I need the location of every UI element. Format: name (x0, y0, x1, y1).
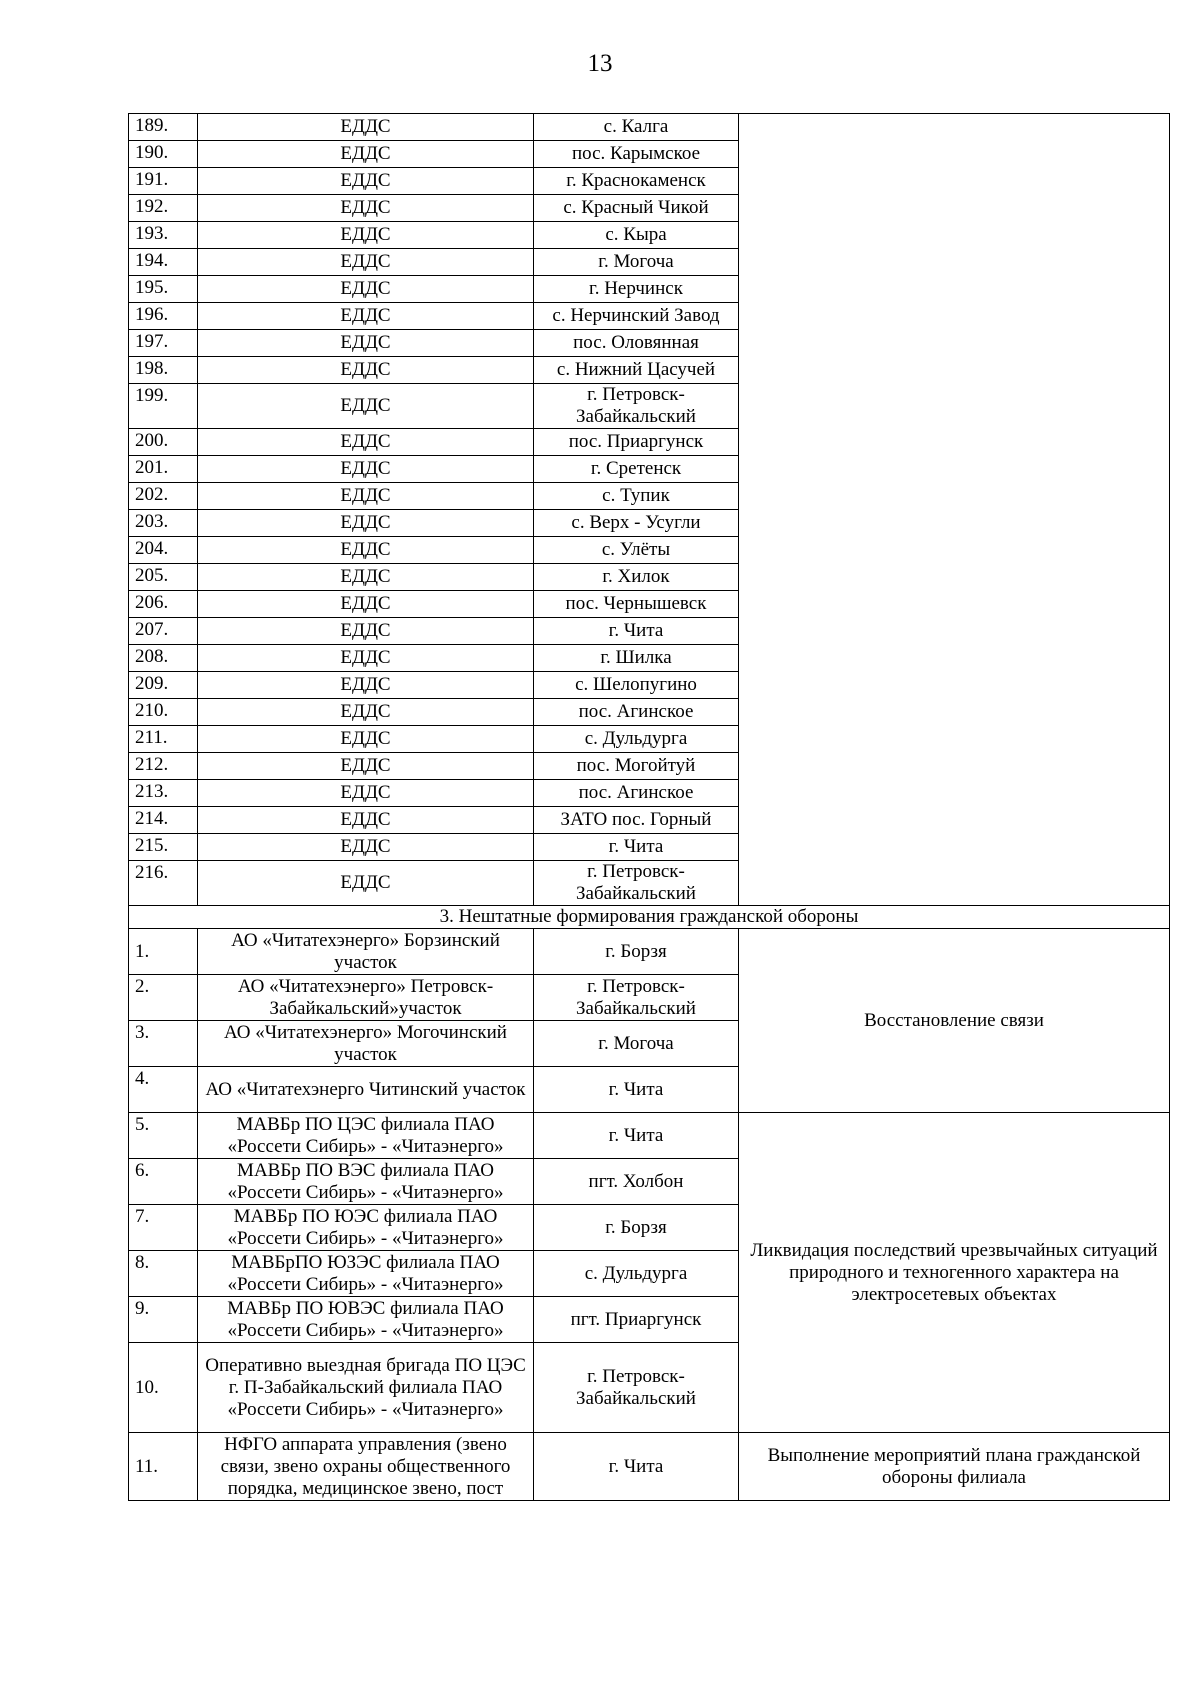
organization-cell: ЕДДС (198, 699, 534, 726)
empty-task-cell (739, 483, 1170, 510)
organization-cell: АО «Читатехэнерго Читинский участок (198, 1067, 534, 1113)
empty-task-cell (739, 834, 1170, 861)
row-number: 196. (129, 303, 198, 330)
row-number: 202. (129, 483, 198, 510)
organization-cell: ЕДДС (198, 753, 534, 780)
row-number: 210. (129, 699, 198, 726)
formations-section (129, 906, 1170, 929)
organization-cell: АО «Читатехэнерго» Борзинский участок (198, 929, 534, 975)
row-number: 191. (129, 168, 198, 195)
organization-cell: ЕДДС (198, 303, 534, 330)
table-row (129, 483, 1170, 510)
table-row (129, 726, 1170, 753)
location-cell: пос. Агинское (534, 699, 739, 726)
row-number: 1. (129, 929, 198, 975)
organization-cell: МАВБр ПО ВЭС филиала ПАО «Россети Сибирь» - «Читаэнерго» (198, 1159, 534, 1205)
location-cell: г. Петровск-Забайкальский (534, 975, 739, 1021)
location-cell: г. Чита (534, 618, 739, 645)
empty-task-cell (739, 456, 1170, 483)
organization-cell: ЕДДС (198, 537, 534, 564)
location-cell: с. Дульдурга (534, 726, 739, 753)
location-cell: г. Борзя (534, 929, 739, 975)
organization-cell: ЕДДС (198, 807, 534, 834)
location-cell: с. Дульдурга (534, 1251, 739, 1297)
organization-cell: ЕДДС (198, 357, 534, 384)
organization-cell: НФГО аппарата управления (звено связи, звено охраны общественного порядка, медицинское звено, пост (198, 1433, 534, 1501)
organization-cell: ЕДДС (198, 456, 534, 483)
row-number: 200. (129, 429, 198, 456)
empty-task-cell (739, 249, 1170, 276)
organization-cell: ЕДДС (198, 168, 534, 195)
table-row (129, 645, 1170, 672)
organization-cell: ЕДДС (198, 726, 534, 753)
location-cell: с. Тупик (534, 483, 739, 510)
location-cell: пос. Агинское (534, 780, 739, 807)
table-row (129, 618, 1170, 645)
row-number: 192. (129, 195, 198, 222)
organization-cell: АО «Читатехэнерго» Петровск-Забайкальский»участок (198, 975, 534, 1021)
organization-cell: ЕДДС (198, 429, 534, 456)
organization-cell: ЕДДС (198, 645, 534, 672)
location-cell: г. Нерчинск (534, 276, 739, 303)
empty-task-cell (739, 726, 1170, 753)
organization-cell: ЕДДС (198, 114, 534, 141)
organization-cell: ЕДДС (198, 249, 534, 276)
row-number: 211. (129, 726, 198, 753)
organization-cell: ЕДДС (198, 483, 534, 510)
location-cell: с. Калга (534, 114, 739, 141)
location-cell: пос. Оловянная (534, 330, 739, 357)
location-cell: г. Чита (534, 1113, 739, 1159)
location-cell: г. Хилок (534, 564, 739, 591)
empty-task-cell (739, 114, 1170, 141)
table-row (129, 861, 1170, 906)
table-row (129, 114, 1170, 141)
empty-task-cell (739, 429, 1170, 456)
empty-task-cell (739, 276, 1170, 303)
row-number: 10. (129, 1343, 198, 1433)
table-row (129, 753, 1170, 780)
empty-task-cell (739, 807, 1170, 834)
location-cell: с. Красный Чикой (534, 195, 739, 222)
empty-task-cell (739, 672, 1170, 699)
row-number: 214. (129, 807, 198, 834)
row-number: 207. (129, 618, 198, 645)
organization-cell: ЕДДС (198, 276, 534, 303)
empty-task-cell (739, 303, 1170, 330)
task-cell-emergency: Ликвидация последствий чрезвычайных ситуаций природного и техногенного характера на электросетевых объектах (739, 1113, 1170, 1433)
location-cell: пос. Приаргунск (534, 429, 739, 456)
row-number: 216. (129, 861, 198, 906)
row-number: 212. (129, 753, 198, 780)
table-row (129, 276, 1170, 303)
empty-task-cell (739, 168, 1170, 195)
empty-task-cell (739, 861, 1170, 906)
table-row (129, 357, 1170, 384)
table-row (129, 510, 1170, 537)
location-cell: пос. Карымское (534, 141, 739, 168)
table-row (129, 807, 1170, 834)
empty-task-cell (739, 753, 1170, 780)
row-number: 9. (129, 1297, 198, 1343)
location-cell: г. Петровск-Забайкальский (534, 861, 739, 906)
location-cell: г. Петровск-Забайкальский (534, 384, 739, 429)
table-row (129, 141, 1170, 168)
organization-cell: ЕДДС (198, 834, 534, 861)
location-cell: г. Могоча (534, 1021, 739, 1067)
empty-task-cell (739, 699, 1170, 726)
table-row (129, 429, 1170, 456)
row-number: 4. (129, 1067, 198, 1113)
empty-task-cell (739, 384, 1170, 429)
table-row (129, 222, 1170, 249)
table-row (129, 249, 1170, 276)
table-row (129, 456, 1170, 483)
table-row (129, 564, 1170, 591)
organization-cell: ЕДДС (198, 222, 534, 249)
row-number: 209. (129, 672, 198, 699)
page-number: 13 (587, 50, 613, 77)
row-number: 201. (129, 456, 198, 483)
organization-cell: МАВБр ПО ЮЭС филиала ПАО «Россети Сибирь» - «Читаэнерго» (198, 1205, 534, 1251)
organization-cell: ЕДДС (198, 564, 534, 591)
location-cell: с. Нерчинский Завод (534, 303, 739, 330)
empty-task-cell (739, 357, 1170, 384)
location-cell: г. Чита (534, 834, 739, 861)
formations-rows (129, 929, 1170, 1501)
location-cell: с. Улёты (534, 537, 739, 564)
row-number: 6. (129, 1159, 198, 1205)
location-cell: пгт. Холбон (534, 1159, 739, 1205)
location-cell: с. Шелопугино (534, 672, 739, 699)
empty-task-cell (739, 591, 1170, 618)
section-title: 3. Нештатные формирования гражданской обороны (129, 906, 1170, 929)
row-number: 206. (129, 591, 198, 618)
table-row (129, 330, 1170, 357)
empty-task-cell (739, 645, 1170, 672)
task-cell-comm-restore: Восстановление связи (739, 929, 1170, 1113)
row-number: 5. (129, 1113, 198, 1159)
row-number: 199. (129, 384, 198, 429)
organization-cell: МАВБрПО ЮЗЭС филиала ПАО «Россети Сибирь» - «Читаэнерго» (198, 1251, 534, 1297)
row-number: 194. (129, 249, 198, 276)
row-number: 193. (129, 222, 198, 249)
table-row (129, 780, 1170, 807)
row-number: 195. (129, 276, 198, 303)
row-number: 8. (129, 1251, 198, 1297)
table-row (129, 168, 1170, 195)
empty-task-cell (739, 510, 1170, 537)
organization-cell: ЕДДС (198, 780, 534, 807)
row-number: 198. (129, 357, 198, 384)
location-cell: с. Кыра (534, 222, 739, 249)
organization-cell: ЕДДС (198, 141, 534, 168)
organization-cell: ЕДДС (198, 861, 534, 906)
empty-task-cell (739, 537, 1170, 564)
organization-cell: ЕДДС (198, 384, 534, 429)
empty-task-cell (739, 618, 1170, 645)
row-number: 205. (129, 564, 198, 591)
row-number: 2. (129, 975, 198, 1021)
table-row (129, 195, 1170, 222)
location-cell: пос. Могойтуй (534, 753, 739, 780)
location-cell: г. Борзя (534, 1205, 739, 1251)
location-cell: г. Шилка (534, 645, 739, 672)
location-cell: г. Петровск-Забайкальский (534, 1343, 739, 1433)
row-number: 189. (129, 114, 198, 141)
table-row (129, 1433, 1170, 1501)
table-row (129, 929, 1170, 975)
organization-cell: ЕДДС (198, 330, 534, 357)
location-cell: г. Краснокаменск (534, 168, 739, 195)
document-table (128, 113, 1170, 1501)
table-row (129, 699, 1170, 726)
row-number: 204. (129, 537, 198, 564)
location-cell: ЗАТО пос. Горный (534, 807, 739, 834)
row-number: 215. (129, 834, 198, 861)
location-cell: с. Нижний Цасучей (534, 357, 739, 384)
row-number: 203. (129, 510, 198, 537)
empty-task-cell (739, 780, 1170, 807)
empty-task-cell (739, 141, 1170, 168)
organization-cell: ЕДДС (198, 672, 534, 699)
organization-cell: Оперативно выездная бригада ПО ЦЭС г. П-Забайкальский филиала ПАО «Россети Сибирь» - «Читаэнерго» (198, 1343, 534, 1433)
table-row (129, 537, 1170, 564)
empty-task-cell (739, 195, 1170, 222)
row-number: 3. (129, 1021, 198, 1067)
table-row (129, 834, 1170, 861)
table-row (129, 303, 1170, 330)
organization-cell: МАВБр ПО ЦЭС филиала ПАО «Россети Сибирь» - «Читаэнерго» (198, 1113, 534, 1159)
organization-cell: АО «Читатехэнерго» Могочинский участок (198, 1021, 534, 1067)
row-number: 208. (129, 645, 198, 672)
row-number: 11. (129, 1433, 198, 1501)
empty-task-cell (739, 222, 1170, 249)
row-number: 213. (129, 780, 198, 807)
row-number: 7. (129, 1205, 198, 1251)
edds-section (129, 114, 1170, 906)
location-cell: г. Могоча (534, 249, 739, 276)
empty-task-cell (739, 564, 1170, 591)
location-cell: г. Чита (534, 1067, 739, 1113)
location-cell: г. Чита (534, 1433, 739, 1501)
location-cell: г. Сретенск (534, 456, 739, 483)
location-cell: с. Верх - Усугли (534, 510, 739, 537)
organization-cell: ЕДДС (198, 510, 534, 537)
organization-cell: ЕДДС (198, 618, 534, 645)
organization-cell: ЕДДС (198, 195, 534, 222)
location-cell: пос. Чернышевск (534, 591, 739, 618)
table-row (129, 1113, 1170, 1159)
location-cell: пгт. Приаргунск (534, 1297, 739, 1343)
table-row (129, 672, 1170, 699)
task-cell-civil-defense: Выполнение мероприятий плана гражданской обороны филиала (739, 1433, 1170, 1501)
row-number: 190. (129, 141, 198, 168)
organization-cell: МАВБр ПО ЮВЭС филиала ПАО «Россети Сибирь» - «Читаэнерго» (198, 1297, 534, 1343)
empty-task-cell (739, 330, 1170, 357)
table-row (129, 384, 1170, 429)
table-row (129, 591, 1170, 618)
organization-cell: ЕДДС (198, 591, 534, 618)
row-number: 197. (129, 330, 198, 357)
